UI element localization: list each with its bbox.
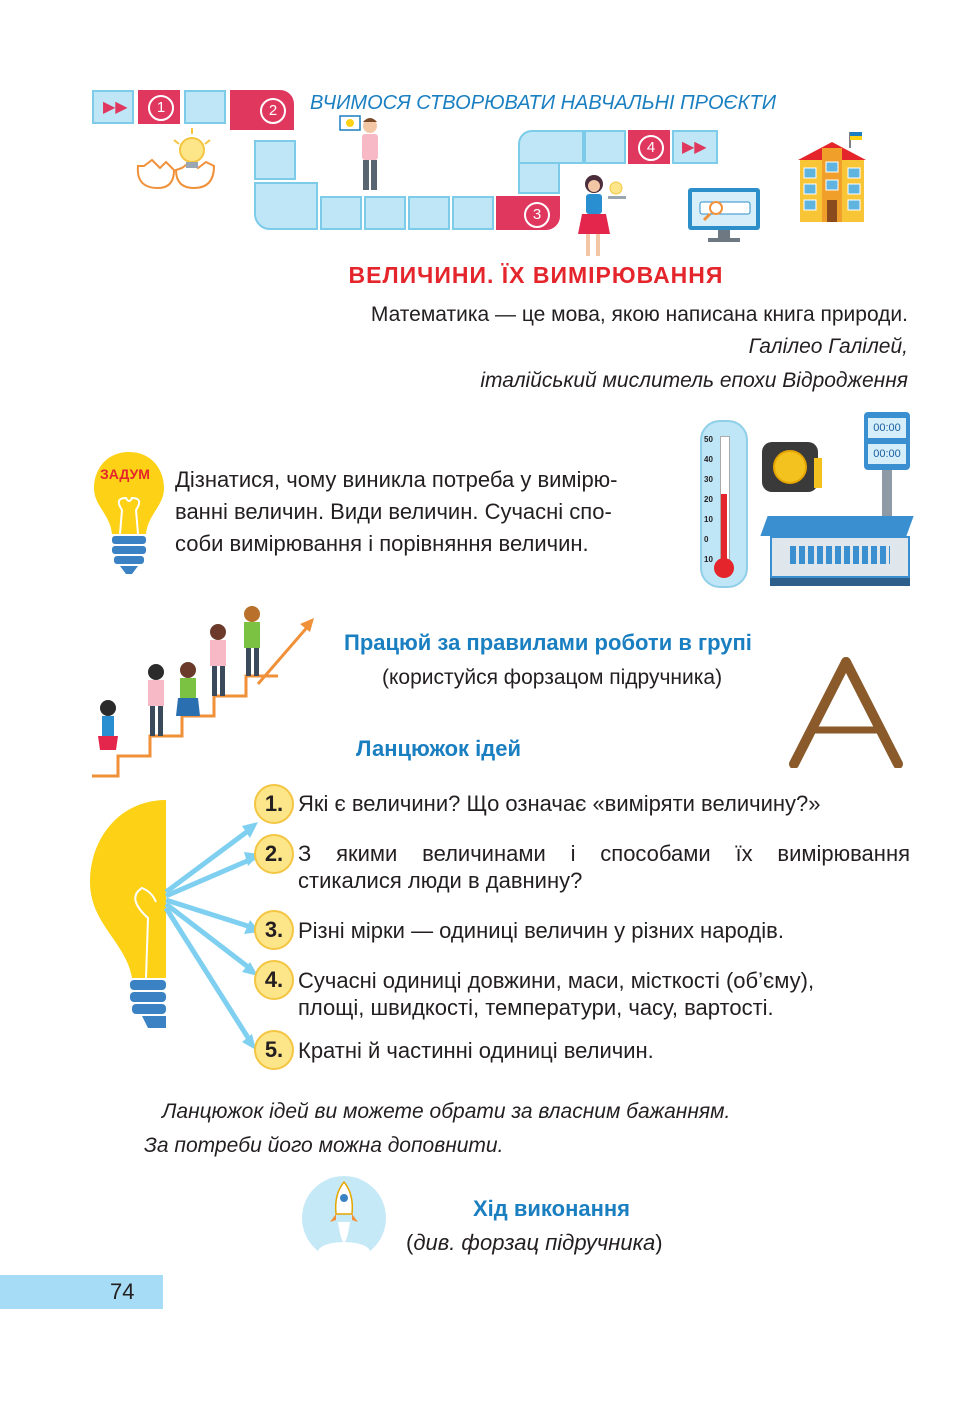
progress-subtitle-italic: див. форзац підручника xyxy=(413,1230,656,1255)
thermo-tick: 40 xyxy=(704,455,713,464)
chain-number-2: 2. xyxy=(254,834,294,874)
path-cell xyxy=(364,196,406,230)
fast-forward-icon: ▶▶ xyxy=(682,139,707,156)
path-cell xyxy=(254,140,296,180)
chain-item-2 xyxy=(298,840,910,894)
measuring-compass-icon xyxy=(784,656,908,768)
note-line-2: За потреби його можна доповнити. xyxy=(144,1134,504,1157)
progress-subtitle-close: ) xyxy=(655,1230,663,1255)
chain-number-4: 4. xyxy=(254,960,294,1000)
idea-text xyxy=(175,464,618,560)
electronic-scale-icon xyxy=(760,412,912,590)
thermo-tick: 30 xyxy=(704,475,713,484)
path-cell xyxy=(184,90,226,124)
chain-number-5: 5. xyxy=(254,1030,294,1070)
chain-item-4-line1: Сучасні одиниці довжини, маси, місткості (об’єму), xyxy=(298,968,815,993)
fast-forward-icon: ▶▶ xyxy=(103,99,128,116)
teacher-man-icon xyxy=(336,112,392,194)
idea-line: соби вимірювання і порівняння величин. xyxy=(175,531,589,556)
path-cell xyxy=(408,196,450,230)
group-work-title: Працюй за правилами роботи в групі xyxy=(344,630,752,655)
path-cell-arrow-end xyxy=(672,130,718,164)
project-banner: ВЧИМОСЯ СТВОРЮВАТИ НАВЧАЛЬНІ ПРОЄКТИ xyxy=(310,92,776,114)
path-cell-step-2 xyxy=(230,90,294,130)
teacher-woman-icon xyxy=(572,172,632,262)
thermometer-icon xyxy=(700,420,750,590)
epigraph-quote: Математика — це мова, якою написана книга природи. xyxy=(370,303,908,326)
scale-display: 00:00 xyxy=(868,418,906,438)
path-cell xyxy=(584,130,626,164)
idea-line: Дізнатися, чому виникла потреба у вимірю- xyxy=(175,467,618,492)
step-number: 2 xyxy=(260,98,286,124)
chain-item-3: Різні мірки — одиниці величин у різних народів. xyxy=(298,918,784,943)
climbing-team-illustration xyxy=(88,600,320,780)
school-building-icon xyxy=(792,128,872,224)
thermo-tick: 10 xyxy=(704,515,713,524)
path-cell-arrow-start xyxy=(92,90,134,124)
chain-item-2-line2: стикалися люди в давнину? xyxy=(298,868,583,893)
note-line-1: Ланцюжок ідей ви можете обрати за власним бажанням. xyxy=(162,1100,731,1123)
epigraph-author-desc: італійський мислитель епохи Відродження xyxy=(480,369,908,392)
chain-item-1: Які є величини? Що означає «виміряти величину?» xyxy=(298,791,821,816)
path-cell-step-1 xyxy=(138,90,180,124)
epigraph xyxy=(371,300,908,398)
path-cell xyxy=(254,182,318,230)
chain-number-1: 1. xyxy=(254,784,294,824)
page-title: ВЕЛИЧИНИ. ЇХ ВИМІРЮВАННЯ xyxy=(348,262,724,288)
progress-subtitle xyxy=(406,1230,663,1256)
step-number: 3 xyxy=(524,202,550,228)
page-number: 74 xyxy=(110,1279,135,1304)
path-cell-step-3 xyxy=(496,196,560,230)
idea-badge: ЗАДУМ xyxy=(100,466,150,482)
thermo-tick: 20 xyxy=(704,495,713,504)
bulb-egg-illustration xyxy=(130,126,220,192)
progress-title: Хід виконання xyxy=(473,1196,631,1221)
step-number: 4 xyxy=(638,135,664,161)
progress-subtitle-open: ( xyxy=(406,1230,414,1255)
step-number: 1 xyxy=(148,95,174,121)
scale-display: 00:00 xyxy=(868,444,906,464)
path-cell xyxy=(320,196,362,230)
chain-item-4 xyxy=(298,967,910,1021)
path-cell xyxy=(452,196,494,230)
chain-item-2-line1: З якими величинами і способами їх вимірювання xyxy=(298,841,910,866)
rocket-icon xyxy=(300,1172,388,1264)
path-cell-step-4 xyxy=(628,130,670,164)
monitor-search-icon xyxy=(686,186,764,246)
path-cell xyxy=(518,130,584,164)
chain-title: Ланцюжок ідей xyxy=(356,736,521,761)
chain-number-3: 3. xyxy=(254,910,294,950)
half-bulb-arrows-illustration xyxy=(86,792,266,1052)
idea-line: ванні величин. Види величин. Сучасні спо- xyxy=(175,499,612,524)
chain-item-4-line2: площі, швидкості, температури, часу, вартості. xyxy=(298,995,774,1020)
chain-item-5: Кратні й частинні одиниці величин. xyxy=(298,1038,654,1063)
group-work-subtitle: (користуйся форзацом підручника) xyxy=(382,666,723,689)
page-number-bar xyxy=(0,1275,163,1309)
thermo-tick: 0 xyxy=(704,535,709,544)
epigraph-author: Галілео Галілей, xyxy=(748,335,908,358)
thermo-tick: 50 xyxy=(704,435,713,444)
thermo-tick: 10 xyxy=(704,555,713,564)
